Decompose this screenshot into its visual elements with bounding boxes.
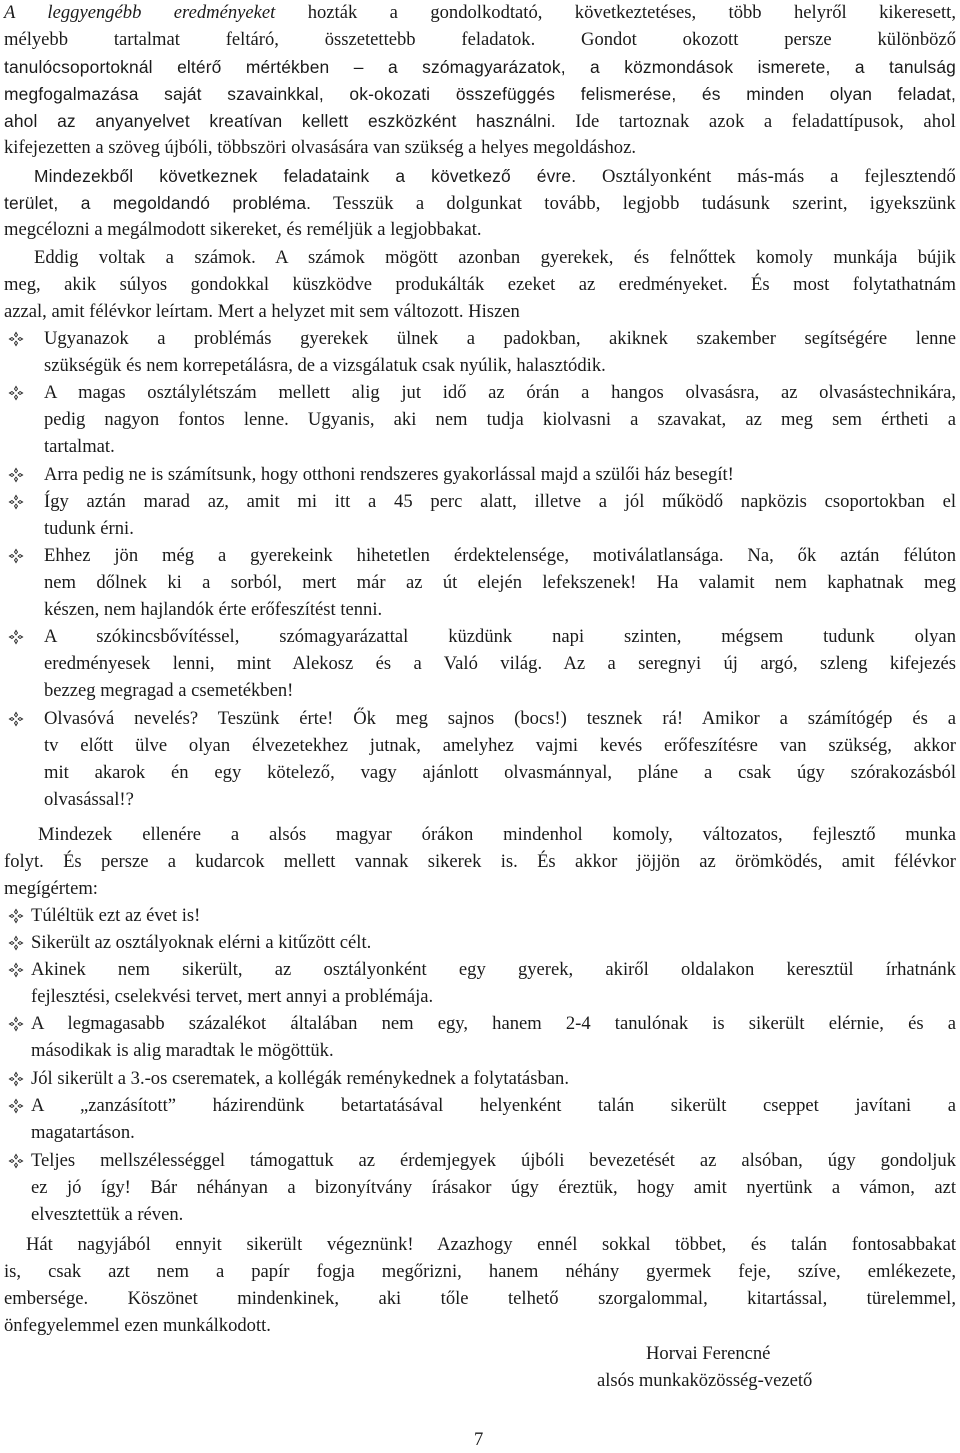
text-line: önfegyelemmel ezen munkálkodott.: [4, 1315, 271, 1336]
signature-name: Horvai Ferencné: [646, 1343, 771, 1364]
list-item-line: másodikak is alig maradtak le mögöttük.: [31, 1040, 334, 1061]
list-item-line: Jól sikerült a 3.-os cserematek, a kollégák reménykednek a folytatásban.: [31, 1068, 569, 1089]
text-line: is, csak azt nem a papír fogja megőrizni, hanem néhány gyermek feje, szíve, emlékezete,: [4, 1261, 956, 1282]
text-line: azzal, amit félévkor leírtam. Mert a helyzet mit sem változott. Hiszen: [4, 301, 520, 322]
list-item-line: pedig nagyon fontos lenne. Ugyanis, aki nem tudja kiolvasni a szavakat, az meg sem értheti a: [44, 409, 956, 430]
list-item-line: Így aztán marad az, amit mi itt a 45 perc alatt, illetve a jól működő napközis csoportokban el: [44, 491, 956, 512]
list-item-line: nem dőlnek ki a sorból, mert már az út elején lefekszenek! Ha valamit nem kaphatnak meg: [44, 572, 956, 593]
list-item-line: fejlesztési, cselekvési tervet, mert annyi a problémája.: [31, 986, 434, 1007]
diamond-bullet-icon: [8, 935, 24, 951]
list-item-line: Túléltük ezt az évet is!: [31, 905, 201, 926]
list-item-line: készen, nem hajlandók érte erőfeszítést tenni.: [44, 599, 383, 620]
text-line: Hát nagyjából ennyit sikerült végeznünk! Azazhogy ennél sokkal többet, és talán fontosabbakat: [26, 1234, 956, 1255]
text-line: Mindezek ellenére a alsós magyar órákon mindenhol komoly, változatos, fejlesztő munka: [38, 824, 956, 845]
text-line: ahol az anyanyelvet kreatívan kellett eszközként használni. Ide tartoznak azok a feladattípusok, ahol: [4, 111, 956, 132]
list-item-line: magatartáson.: [31, 1122, 135, 1143]
list-item-line: A legmagasabb százalékot általában nem egy, hanem 2-4 tanulónak is sikerült elérnie, és a: [31, 1013, 956, 1034]
list-item-line: olvasással!?: [44, 789, 134, 810]
text-line: A leggyengébb eredményeket hozták a gondolkodtató, következtetéses, több helyről kikeresett,: [4, 2, 956, 23]
list-item-line: tv előtt ülve olyan élvezetekhez jutnak, amelyhez vajmi kevés erőfeszítésre van szükség, akkor: [44, 735, 956, 756]
list-item-line: mit akarok én egy kötelező, vagy ajánlott olvasmánnyal, pláne a csak úgy szórakozásból: [44, 762, 956, 783]
diamond-bullet-icon: [8, 1153, 24, 1169]
list-item-line: Arra pedig ne is számítsunk, hogy otthoni rendszeres gyakorlással majd a szülői ház besegít!: [44, 464, 734, 485]
page-number: 7: [474, 1429, 484, 1450]
diamond-bullet-icon: [8, 467, 24, 483]
list-item-line: A magas osztálylétszám mellett alig jut idő az órán a hangos olvasásra, az olvasástechnikára,: [44, 382, 956, 403]
list-item-line: A „zanzásított” házirendünk betartatásával helyenként talán sikerült cseppet javítani a: [31, 1095, 956, 1116]
list-item-line: Olvasóvá nevelés? Teszünk érte! Ők meg sajnos (bocs!) tesznek rá! Amikor a számítógép és a: [44, 708, 956, 729]
diamond-bullet-icon: [8, 548, 24, 564]
list-item-line: eredményesek lenni, mint Alekosz és a Való világ. Az a seregnyi új argó, szleng kifejezés: [44, 653, 956, 674]
text-line: meg, akik súlyos gondokkal küszködve produkálták ezeket az eredményeket. És most folytathatnám: [4, 274, 956, 295]
text-line: terület, a megoldandó probléma. Tesszük a dolgunkat tovább, legjobb tudásunk szerint, igyekszünk: [4, 193, 956, 214]
list-item-line: ez jó így! Bár néhányan a bizonyítvány írásakor úgy éreztük, hogy amit nyertünk a vámon, azt: [31, 1177, 956, 1198]
italic-lead: A leggyengébb eredményeket: [4, 2, 276, 23]
diamond-bullet-icon: [8, 908, 24, 924]
diamond-bullet-icon: [8, 629, 24, 645]
text-line: kifejezetten a szöveg újbóli, többszöri olvasására van szükség a helyes megoldáshoz.: [4, 137, 636, 158]
list-item-line: bezzeg megragad a csemetékben!: [44, 680, 294, 701]
text-line: megfogalmazása saját szavainkkal, ok-okozati összefüggés felismerése, és minden olyan feladat,: [4, 84, 956, 104]
diamond-bullet-icon: [8, 1071, 24, 1087]
diamond-bullet-icon: [8, 385, 24, 401]
list-item-line: tudunk érni.: [44, 518, 134, 539]
text-line: megcélozni a megálmodott sikereket, és reméljük a legjobbakat.: [4, 219, 482, 240]
list-item-line: A szókincsbővítéssel, szómagyarázattal küzdünk napi szinten, mégsem tudunk olyan: [44, 626, 956, 647]
signature-role: alsós munkaközösség-vezető: [597, 1370, 813, 1391]
list-item-line: Akinek nem sikerült, az osztályonként egy gyerek, akiről oldalakon keresztül írhatnánk: [31, 959, 956, 980]
list-item-line: Sikerült az osztályoknak elérni a kitűzött célt.: [31, 932, 372, 953]
text-line: Mindezekből következnek feladataink a következő évre. Osztályonként más-más a fejlesztendő: [34, 166, 956, 187]
diamond-bullet-icon: [8, 494, 24, 510]
text-line: mélyebb tartalmat feltáró, összetettebb feladatok. Gondot okozott persze különböző: [4, 29, 956, 50]
list-item-line: Ugyanazok a problémás gyerekek ülnek a padokban, akiknek szakember segítségére lenne: [44, 328, 956, 349]
list-item-line: szükségük és nem korrepetálásra, de a vizsgálatuk csak nyúlik, halasztódik.: [44, 355, 606, 376]
list-item-line: tartalmat.: [44, 436, 115, 457]
diamond-bullet-icon: [8, 331, 24, 347]
text-line: embersége. Köszönet mindenkinek, aki tőle telhető szorgalommal, kitartással, türelemmel,: [4, 1288, 956, 1309]
diamond-bullet-icon: [8, 962, 24, 978]
list-item-line: Ehhez jön még a gyerekeink hihetetlen érdektelensége, motiválatlansága. Na, ők aztán félúton: [44, 545, 956, 566]
list-item-line: elvesztettük a réven.: [31, 1204, 184, 1225]
text-line: folyt. És persze a kudarcok mellett vannak sikerek is. És akkor jöjjön az örömködés, amit félévkor: [4, 851, 956, 872]
diamond-bullet-icon: [8, 1016, 24, 1032]
text-line: megígértem:: [4, 878, 98, 899]
text-line: Eddig voltak a számok. A számok mögött azonban gyerekek, és felnőttek komoly munkája bújik: [34, 247, 956, 268]
diamond-bullet-icon: [8, 1098, 24, 1114]
diamond-bullet-icon: [8, 711, 24, 727]
text-line: tanulócsoportoknál eltérő mértékben – a szómagyarázatok, a közmondások ismerete, a tanulság: [4, 57, 956, 77]
list-item-line: Teljes mellszélességgel támogattuk az érdemjegyek újbóli bevezetését az alsóban, úgy gondoljuk: [31, 1150, 956, 1171]
